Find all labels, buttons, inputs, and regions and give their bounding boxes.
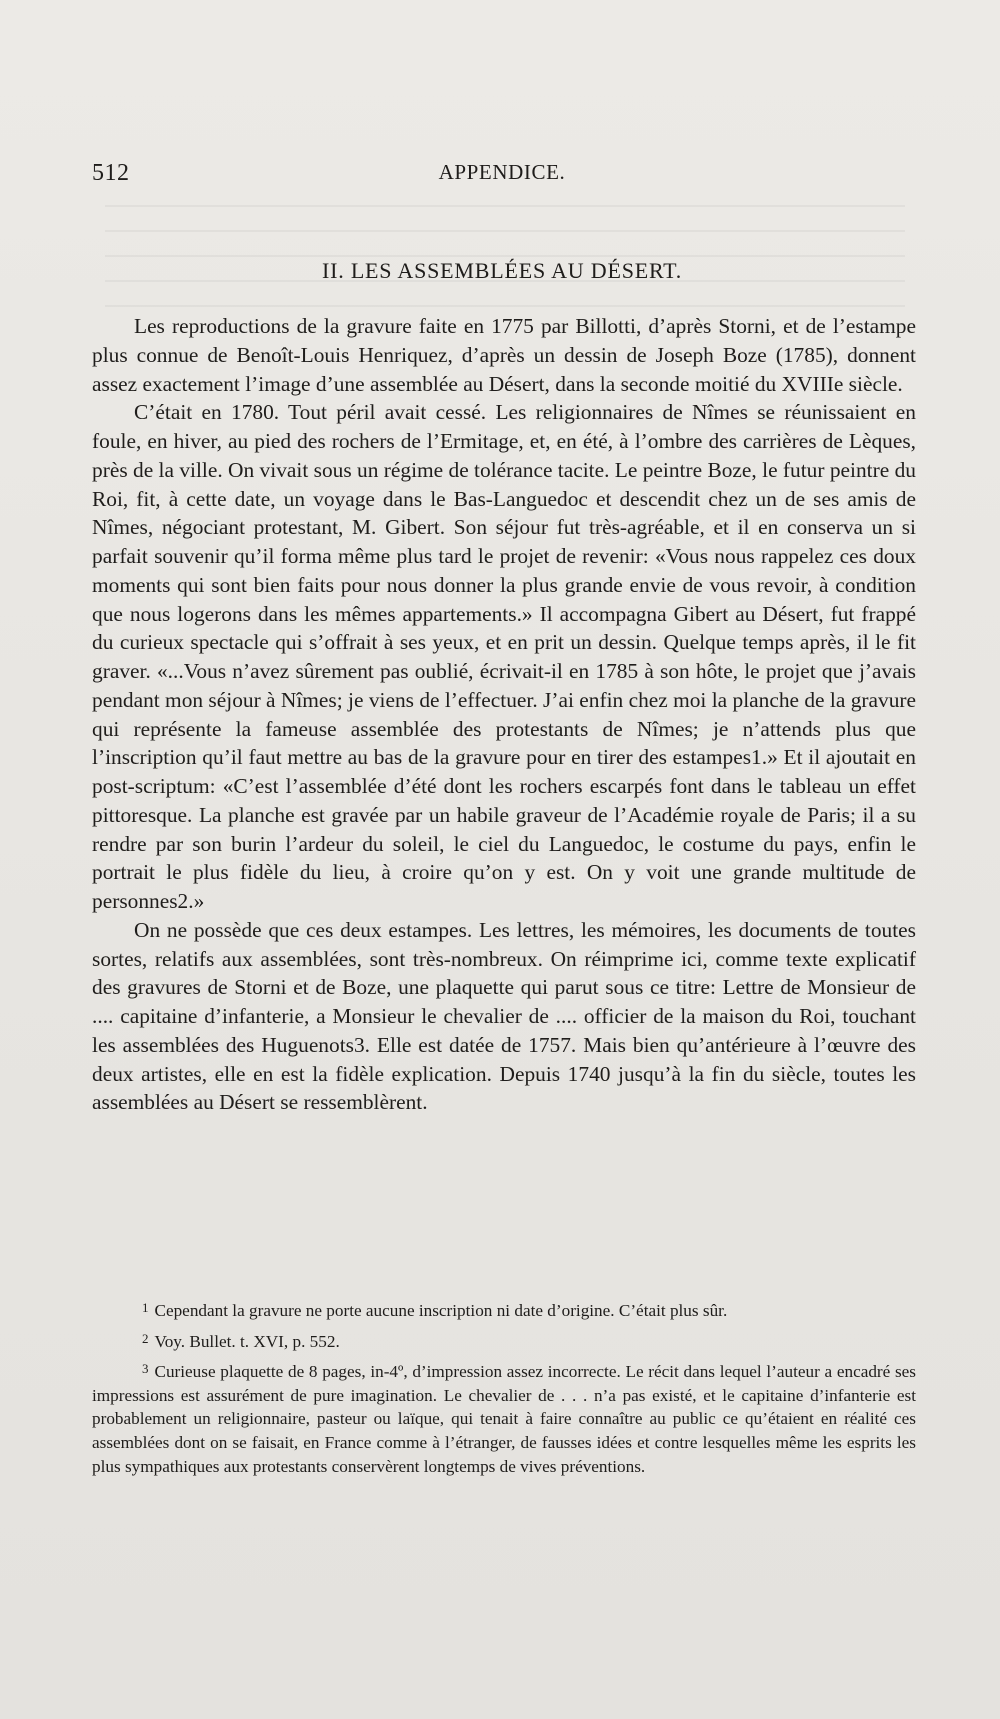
paragraph: Les reproductions de la gravure faite en 1775 par Billotti, d’après Storni, et de l’estampe plus connue de Benoît-Louis Henriquez, d’après un dessin de Joseph Boze (1785), donnent assez exactement l’image d’une assemblée au Désert, dans la seconde moitié du XVIIIe siècle. (92, 314, 916, 396)
footnote (92, 1357, 916, 1478)
paragraph: C’était en 1780. Tout péril avait cessé. Les religionnaires de Nîmes se réunissaient en foule, en hiver, au pied des rochers de l’Ermitage, et, en été, à l’ombre des carrières de Lèques, près de la ville. On vivait sous un régime de tolérance tacite. Le peintre Boze, le futur peintre du Roi, fit, à cette date, un voyage dans le Bas-Languedoc et descendit chez un de ses amis de Nîmes, négociant protestant, M. Gibert. Son séjour fut très-agréable, et il en conserva un si parfait souvenir qu’il forma même plus tard le projet de revenir: «Vous nous rappelez ces doux moments qui sont bien faits pour nous donner la plus grande envie de vous revoir, à condition que nous logerons dans les mêmes appartements.» Il accompagna Gibert au Désert, fut frappé du curieux spectacle qui s’offrait à ses yeux, et en prit un dessin. Quelque temps après, il le fit graver. «...Vous n’avez sûrement pas oublié, écrivait-il en 1785 à son hôte, le projet que j’avais pendant mon séjour à Nîmes; je viens de l’effectuer. J’ai enfin chez moi la planche de la gravure qui représente la fameuse assemblée des protestants de Nîmes; je n’attends plus que l’inscription qu’il faut mettre au bas de la gravure pour en tirer des estampes1.» Et il ajoutait en post-scriptum: «C’est l’assemblée d’été dont les rochers escarpés font dans le tableau un effet pittoresque. La planche est gravée par un habile graveur de l’Académie royale de Paris; il a su rendre par son burin l’ardeur du soleil, le ciel du Languedoc, le costume du pays, enfin le portrait le plus fidèle du lieu, à croire qu’on y est. On y voit une grande multitude de personnes2.» (92, 400, 917, 913)
paragraph: On ne possède que ces deux estampes. Les lettres, les mémoires, les documents de toutes sortes, relatifs aux assemblées, sont très-nombreux. On réimprime ici, comme texte explicatif des gravures de Storni et de Boze, une plaquette qui parut sous ce titre: Lettre de Monsieur de .... capitaine d’infanterie, a Monsieur le chevalier de .... officier de la maison du Roi, touchant les assemblées des Huguenots3. Elle est datée de 1757. Mais bien qu’antérieure à l’œuvre des deux artistes, elle en est la fidèle explication. Depuis 1740 jusqu’à la fin du siècle, toutes les assemblées au Désert se ressemblèrent. (92, 917, 916, 1115)
running-head: APPENDICE. (438, 160, 566, 184)
footnote-mark: 3 (142, 1361, 149, 1377)
footnote (92, 1327, 916, 1354)
footnote-text: Cependant la gravure ne porte aucune inscription ni date d’origine. C’était plus sûr. (154, 1301, 728, 1320)
body-text (92, 312, 916, 1117)
footnote (92, 1296, 916, 1323)
footnote-mark: 1 (142, 1300, 149, 1315)
page-number: 512 (92, 160, 130, 186)
footnote-mark: 2 (142, 1330, 149, 1346)
page-header (92, 160, 912, 190)
section-title: II. LES ASSEMBLÉES AU DÉSERT. (321, 258, 683, 283)
footnotes (92, 1296, 916, 1482)
footnote-text: Curieuse plaquette de 8 pages, in-4º, d’impression assez incorrecte. Le récit dans lequel l’auteur a encadré ses impressions est assurément de pure imagination. Le chevalier de . . . n’a pas existé, et le capitaine d’infanterie est probablement un religionnaire, pasteur ou laïque, qui tenait à faire connaître au public ce qu’étaient en réalité ces assemblées dont on se faisait, en France comme à l’étranger, de fausses idées et contre lesquelles même les esprits les plus sympathiques aux protestants conservèrent longtemps de vives préventions. (92, 1362, 916, 1476)
footnote-text: Voy. Bullet. t. XVI, p. 552. (154, 1331, 340, 1351)
